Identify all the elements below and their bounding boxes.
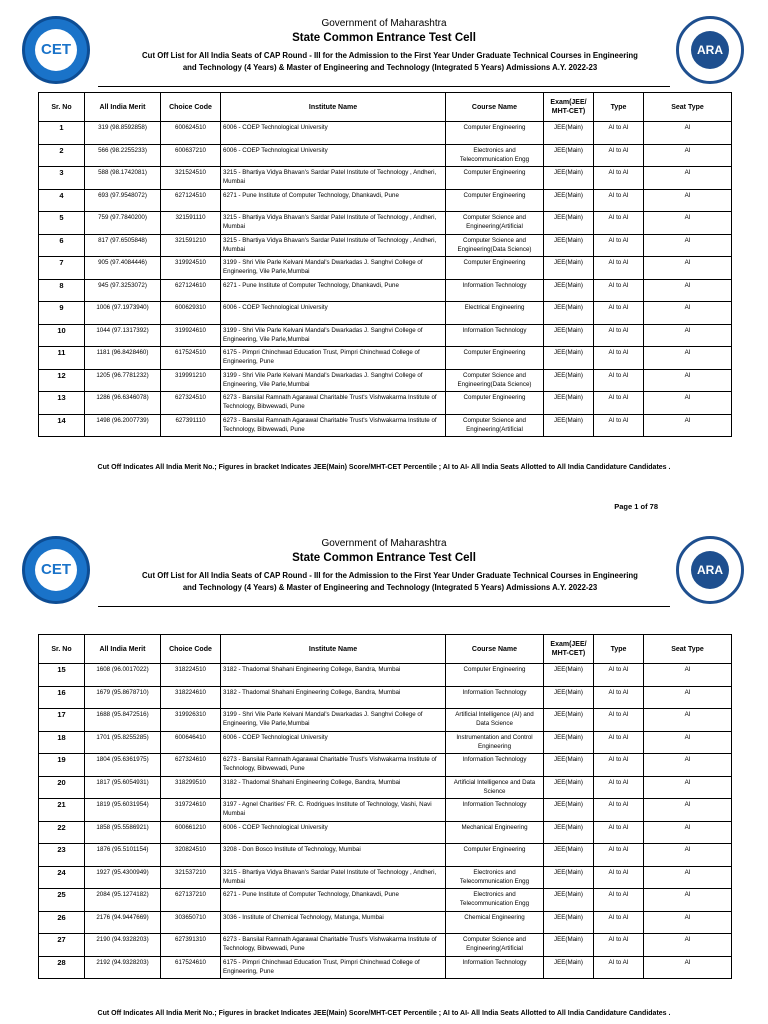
cell-seat: AI (644, 257, 732, 280)
cell-course: Artificial Intelligence (AI) and Data Science (446, 709, 544, 732)
cell-merit: 905 (97.4084446) (85, 257, 161, 280)
ara-logo: ARA (676, 536, 744, 604)
cell-exam: JEE(Main) (544, 392, 594, 415)
table-row (39, 279, 732, 302)
cell-merit: 1679 (95.8678710) (85, 686, 161, 709)
cell-exam: JEE(Main) (544, 257, 594, 280)
cell-code: 617524510 (161, 347, 221, 370)
cell-seat: AI (644, 754, 732, 777)
cell-type: AI to AI (594, 821, 644, 844)
cet-logo: CET (22, 16, 90, 84)
cell-course: Artificial Intelligence and Data Science (446, 776, 544, 799)
cell-seat: AI (644, 144, 732, 167)
footnote: Cut Off Indicates All India Merit No.; Figures in bracket Indicates JEE(Main) Score/MHT-CET Percentile ; AI to AI- All India Seats Allotted to All India Candidature Candidates . (97, 464, 671, 471)
cell-type: AI to AI (594, 889, 644, 912)
cell-exam: JEE(Main) (544, 122, 594, 145)
cell-code: 320824510 (161, 844, 221, 867)
cell-merit: 2192 (94.9328203) (85, 956, 161, 979)
government-heading: Government of Maharashtra (321, 538, 447, 549)
cell-code: 321591210 (161, 234, 221, 257)
cell-code: 627137210 (161, 889, 221, 912)
cell-seat: AI (644, 934, 732, 957)
cell-seat: AI (644, 347, 732, 370)
cell-course: Information Technology (446, 686, 544, 709)
cell-seat: AI (644, 122, 732, 145)
cell-sr: 7 (39, 257, 85, 280)
cell-inst: 6273 - Bansilal Ramnath Agarawal Charitable Trust's Vishwakarma Institute of Technology, Bibwewadi, Pune (221, 754, 446, 777)
cell-exam: JEE(Main) (544, 279, 594, 302)
column-header: Exam(JEE/ MHT-CET) (544, 93, 594, 122)
column-header: Institute Name (221, 635, 446, 664)
cell-sr: 11 (39, 347, 85, 370)
cell-merit: 2176 (94.9447669) (85, 911, 161, 934)
cell-exam: JEE(Main) (544, 956, 594, 979)
table-row (39, 686, 732, 709)
column-header: All India Merit (85, 635, 161, 664)
cell-type: AI to AI (594, 257, 644, 280)
cell-course: Information Technology (446, 799, 544, 822)
cell-seat: AI (644, 776, 732, 799)
cell-merit: 1858 (95.5586921) (85, 821, 161, 844)
table-row (39, 369, 732, 392)
cell-sr: 15 (39, 664, 85, 687)
cell-exam: JEE(Main) (544, 911, 594, 934)
cell-seat: AI (644, 189, 732, 212)
cell-sr: 23 (39, 844, 85, 867)
cell-seat: AI (644, 911, 732, 934)
cell-course: Computer Science and Engineering(Data Science) (446, 369, 544, 392)
cell-course: Computer Science and Engineering(Artificial (446, 414, 544, 437)
cell-type: AI to AI (594, 776, 644, 799)
cell-code: 600629310 (161, 302, 221, 325)
column-header: Sr. No (39, 93, 85, 122)
cell-seat: AI (644, 302, 732, 325)
cell-sr: 27 (39, 934, 85, 957)
table-row (39, 844, 732, 867)
cell-code: 321524510 (161, 167, 221, 190)
cell-type: AI to AI (594, 709, 644, 732)
cell-seat: AI (644, 414, 732, 437)
cell-course: Chemical Engineering (446, 911, 544, 934)
cell-course: Mechanical Engineering (446, 821, 544, 844)
table-row (39, 776, 732, 799)
cell-course: Computer Engineering (446, 257, 544, 280)
cell-exam: JEE(Main) (544, 414, 594, 437)
cell-course: Information Technology (446, 279, 544, 302)
cell-inst: 6273 - Bansilal Ramnath Agarawal Charitable Trust's Vishwakarma Institute of Technology, Bibwewadi, Pune (221, 934, 446, 957)
cell-type: AI to AI (594, 122, 644, 145)
cell-seat: AI (644, 821, 732, 844)
cell-sr: 28 (39, 956, 85, 979)
table-row (39, 167, 732, 190)
cell-type: AI to AI (594, 279, 644, 302)
page-title: State Common Entrance Test Cell (292, 552, 476, 564)
cell-inst: 3199 - Shri Vile Parle Kelvani Mandal's Dwarkadas J. Sanghvi College of Engineering, Vile Parle,Mumbai (221, 369, 446, 392)
cell-exam: JEE(Main) (544, 709, 594, 732)
cell-merit: 693 (97.9548072) (85, 189, 161, 212)
cell-merit: 1876 (95.5101154) (85, 844, 161, 867)
cell-merit: 1006 (97.1973940) (85, 302, 161, 325)
cell-sr: 16 (39, 686, 85, 709)
header-divider (98, 606, 670, 607)
cell-exam: JEE(Main) (544, 754, 594, 777)
table-row (39, 889, 732, 912)
cell-seat: AI (644, 212, 732, 235)
cell-code: 600646410 (161, 731, 221, 754)
cell-type: AI to AI (594, 754, 644, 777)
cell-merit: 817 (97.6505848) (85, 234, 161, 257)
cell-sr: 1 (39, 122, 85, 145)
cell-inst: 3199 - Shri Vile Parle Kelvani Mandal's Dwarkadas J. Sanghvi College of Engineering, Vile Parle,Mumbai (221, 709, 446, 732)
column-header: Seat Type (644, 93, 732, 122)
cell-seat: AI (644, 167, 732, 190)
cell-exam: JEE(Main) (544, 821, 594, 844)
page-subtitle: Cut Off List for All India Seats of CAP Round - III for the Admission to the First Year Under Graduate Technical Courses in Engineering and Technology (4 Years) & Master of Engineering and Technology (Integrated 5 Years) Admissions A.Y. 2022-23 (142, 51, 638, 72)
cell-inst: 6175 - Pimpri Chinchwad Education Trust, Pimpri Chinchwad College of Engineering, Pune (221, 347, 446, 370)
cell-exam: JEE(Main) (544, 167, 594, 190)
cell-inst: 3199 - Shri Vile Parle Kelvani Mandal's Dwarkadas J. Sanghvi College of Engineering, Vile Parle,Mumbai (221, 324, 446, 347)
cell-course: Computer Engineering (446, 189, 544, 212)
cell-merit: 2084 (95.1274182) (85, 889, 161, 912)
cell-inst: 3182 - Thadomal Shahani Engineering College, Bandra, Mumbai (221, 776, 446, 799)
cell-exam: JEE(Main) (544, 302, 594, 325)
cell-course: Computer Science and Engineering(Data Science) (446, 234, 544, 257)
column-header: Course Name (446, 93, 544, 122)
cell-type: AI to AI (594, 934, 644, 957)
cell-course: Information Technology (446, 956, 544, 979)
cell-code: 600637210 (161, 144, 221, 167)
table-row (39, 257, 732, 280)
cell-type: AI to AI (594, 911, 644, 934)
cell-code: 627391110 (161, 414, 221, 437)
cell-sr: 20 (39, 776, 85, 799)
cell-exam: JEE(Main) (544, 934, 594, 957)
cell-inst: 6273 - Bansilal Ramnath Agarawal Charitable Trust's Vishwakarma Institute of Technology, Bibwewadi, Pune (221, 392, 446, 415)
table-header-row (39, 635, 732, 664)
column-header: Sr. No (39, 635, 85, 664)
column-header: Type (594, 635, 644, 664)
cell-merit: 588 (98.1742081) (85, 167, 161, 190)
table-row (39, 392, 732, 415)
table-row (39, 302, 732, 325)
cell-course: Information Technology (446, 754, 544, 777)
column-header: Choice Code (161, 635, 221, 664)
cell-merit: 1181 (96.8428460) (85, 347, 161, 370)
table-row (39, 347, 732, 370)
cell-merit: 1688 (95.8472516) (85, 709, 161, 732)
cell-exam: JEE(Main) (544, 866, 594, 889)
cell-seat: AI (644, 844, 732, 867)
cell-inst: 6006 - COEP Technological University (221, 122, 446, 145)
cutoff-table-page-1 (38, 92, 732, 437)
cell-inst: 6006 - COEP Technological University (221, 144, 446, 167)
page-subtitle: Cut Off List for All India Seats of CAP Round - III for the Admission to the First Year Under Graduate Technical Courses in Engineering and Technology (4 Years) & Master of Engineering and Technology (Integrated 5 Years) Admissions A.Y. 2022-23 (142, 571, 638, 592)
cell-inst: 6006 - COEP Technological University (221, 731, 446, 754)
cell-sr: 6 (39, 234, 85, 257)
table-row (39, 799, 732, 822)
cell-inst: 3215 - Bhartiya Vidya Bhavan's Sardar Patel Institute of Technology , Andheri, Mumbai (221, 234, 446, 257)
cell-type: AI to AI (594, 369, 644, 392)
table-row (39, 122, 732, 145)
cell-exam: JEE(Main) (544, 347, 594, 370)
cell-sr: 12 (39, 369, 85, 392)
cell-exam: JEE(Main) (544, 889, 594, 912)
cell-code: 627391310 (161, 934, 221, 957)
cell-course: Electronics and Telecommunication Engg (446, 144, 544, 167)
cell-code: 617524610 (161, 956, 221, 979)
table-row (39, 189, 732, 212)
column-header: Seat Type (644, 635, 732, 664)
cell-code: 321537210 (161, 866, 221, 889)
cell-merit: 1044 (97.1317392) (85, 324, 161, 347)
cell-sr: 5 (39, 212, 85, 235)
cell-type: AI to AI (594, 414, 644, 437)
cell-seat: AI (644, 234, 732, 257)
cell-code: 303650710 (161, 911, 221, 934)
cell-sr: 13 (39, 392, 85, 415)
cell-inst: 6271 - Pune Institute of Computer Technology, Dhankavdi, Pune (221, 189, 446, 212)
table-header-row (39, 93, 732, 122)
cell-course: Electronics and Telecommunication Engg (446, 866, 544, 889)
cell-sr: 9 (39, 302, 85, 325)
cell-sr: 25 (39, 889, 85, 912)
cell-exam: JEE(Main) (544, 686, 594, 709)
cell-code: 318224610 (161, 686, 221, 709)
cell-course: Computer Engineering (446, 347, 544, 370)
cell-sr: 17 (39, 709, 85, 732)
cell-sr: 2 (39, 144, 85, 167)
cell-type: AI to AI (594, 234, 644, 257)
table-row (39, 731, 732, 754)
cell-seat: AI (644, 889, 732, 912)
ara-logo: ARA (676, 16, 744, 84)
table-row (39, 821, 732, 844)
cell-sr: 4 (39, 189, 85, 212)
cell-type: AI to AI (594, 347, 644, 370)
cell-sr: 24 (39, 866, 85, 889)
cell-sr: 22 (39, 821, 85, 844)
cell-code: 627324510 (161, 392, 221, 415)
cell-inst: 6006 - COEP Technological University (221, 821, 446, 844)
cell-sr: 3 (39, 167, 85, 190)
cell-inst: 3208 - Don Bosco Institute of Technology, Mumbai (221, 844, 446, 867)
cell-type: AI to AI (594, 731, 644, 754)
cell-code: 318224510 (161, 664, 221, 687)
cell-merit: 759 (97.7840200) (85, 212, 161, 235)
cell-seat: AI (644, 709, 732, 732)
table-row (39, 212, 732, 235)
table-row (39, 956, 732, 979)
table-row (39, 934, 732, 957)
cell-exam: JEE(Main) (544, 369, 594, 392)
cell-course: Computer Engineering (446, 664, 544, 687)
cell-course: Electrical Engineering (446, 302, 544, 325)
cell-exam: JEE(Main) (544, 776, 594, 799)
cell-sr: 18 (39, 731, 85, 754)
cell-seat: AI (644, 324, 732, 347)
column-header: Course Name (446, 635, 544, 664)
cell-type: AI to AI (594, 956, 644, 979)
column-header: Institute Name (221, 93, 446, 122)
cell-type: AI to AI (594, 664, 644, 687)
cell-merit: 319 (98.8592858) (85, 122, 161, 145)
cell-course: Computer Engineering (446, 167, 544, 190)
cell-code: 600661210 (161, 821, 221, 844)
cell-merit: 1701 (95.8255285) (85, 731, 161, 754)
table-row (39, 144, 732, 167)
cell-seat: AI (644, 866, 732, 889)
cell-type: AI to AI (594, 392, 644, 415)
cell-type: AI to AI (594, 799, 644, 822)
cell-code: 319724610 (161, 799, 221, 822)
cell-sr: 19 (39, 754, 85, 777)
cell-inst: 6271 - Pune Institute of Computer Technology, Dhankavdi, Pune (221, 279, 446, 302)
cell-course: Computer Engineering (446, 122, 544, 145)
cell-code: 321591110 (161, 212, 221, 235)
header-divider (98, 86, 670, 87)
cell-exam: JEE(Main) (544, 731, 594, 754)
cell-exam: JEE(Main) (544, 324, 594, 347)
cell-code: 627124510 (161, 189, 221, 212)
cell-course: Computer Science and Engineering(Artificial (446, 934, 544, 957)
cell-course: Information Technology (446, 324, 544, 347)
cell-sr: 26 (39, 911, 85, 934)
cell-course: Electronics and Telecommunication Engg (446, 889, 544, 912)
cell-merit: 566 (98.2255233) (85, 144, 161, 167)
cell-type: AI to AI (594, 686, 644, 709)
cell-inst: 3215 - Bhartiya Vidya Bhavan's Sardar Patel Institute of Technology , Andheri, Mumbai (221, 212, 446, 235)
cell-code: 319924510 (161, 257, 221, 280)
cell-sr: 14 (39, 414, 85, 437)
cell-code: 319924610 (161, 324, 221, 347)
cell-code: 627124610 (161, 279, 221, 302)
table-row (39, 709, 732, 732)
table-row (39, 866, 732, 889)
cell-exam: JEE(Main) (544, 844, 594, 867)
cell-sr: 8 (39, 279, 85, 302)
cell-inst: 3215 - Bhartiya Vidya Bhavan's Sardar Patel Institute of Technology , Andheri, Mumbai (221, 866, 446, 889)
cell-merit: 1205 (96.7781232) (85, 369, 161, 392)
cell-course: Computer Engineering (446, 844, 544, 867)
table-row (39, 324, 732, 347)
cell-inst: 6006 - COEP Technological University (221, 302, 446, 325)
column-header: Exam(JEE/ MHT-CET) (544, 635, 594, 664)
table-row (39, 414, 732, 437)
government-heading: Government of Maharashtra (321, 18, 447, 29)
cell-sr: 10 (39, 324, 85, 347)
cell-course: Computer Science and Engineering(Artificial (446, 212, 544, 235)
cell-exam: JEE(Main) (544, 189, 594, 212)
cell-merit: 1819 (95.6031954) (85, 799, 161, 822)
cell-inst: 6175 - Pimpri Chinchwad Education Trust, Pimpri Chinchwad College of Engineering, Pune (221, 956, 446, 979)
cell-inst: 3182 - Thadomal Shahani Engineering College, Bandra, Mumbai (221, 664, 446, 687)
cell-seat: AI (644, 956, 732, 979)
cell-inst: 3215 - Bhartiya Vidya Bhavan's Sardar Patel Institute of Technology , Andheri, Mumbai (221, 167, 446, 190)
cell-inst: 3197 - Agnel Charities' FR. C. Rodrigues Institute of Technology, Vashi, Navi Mumbai (221, 799, 446, 822)
cell-code: 319991210 (161, 369, 221, 392)
page-number: Page 1 of 78 (614, 502, 658, 511)
cell-merit: 1927 (95.4300949) (85, 866, 161, 889)
cell-type: AI to AI (594, 324, 644, 347)
cell-inst: 3036 - Institute of Chemical Technology, Matunga, Mumbai (221, 911, 446, 934)
cell-type: AI to AI (594, 844, 644, 867)
table-row (39, 234, 732, 257)
footnote: Cut Off Indicates All India Merit No.; Figures in bracket Indicates JEE(Main) Score/MHT-CET Percentile ; AI to AI- All India Seats Allotted to All India Candidature Candidates . (97, 1010, 671, 1017)
column-header: Choice Code (161, 93, 221, 122)
cell-course: Computer Engineering (446, 392, 544, 415)
cell-exam: JEE(Main) (544, 212, 594, 235)
cell-type: AI to AI (594, 212, 644, 235)
cell-type: AI to AI (594, 866, 644, 889)
cell-merit: 1608 (96.0017022) (85, 664, 161, 687)
table-row (39, 664, 732, 687)
cell-exam: JEE(Main) (544, 234, 594, 257)
cell-inst: 3199 - Shri Vile Parle Kelvani Mandal's Dwarkadas J. Sanghvi College of Engineering, Vile Parle,Mumbai (221, 257, 446, 280)
column-header: Type (594, 93, 644, 122)
cell-sr: 21 (39, 799, 85, 822)
cell-merit: 1804 (95.6361975) (85, 754, 161, 777)
cell-type: AI to AI (594, 302, 644, 325)
cell-exam: JEE(Main) (544, 799, 594, 822)
cell-seat: AI (644, 731, 732, 754)
cell-seat: AI (644, 664, 732, 687)
cell-merit: 2190 (94.9328203) (85, 934, 161, 957)
cet-logo: CET (22, 536, 90, 604)
page-title: State Common Entrance Test Cell (292, 32, 476, 44)
table-row (39, 754, 732, 777)
cutoff-table-page-2 (38, 634, 732, 979)
cell-seat: AI (644, 799, 732, 822)
column-header: All India Merit (85, 93, 161, 122)
table-row (39, 911, 732, 934)
cell-type: AI to AI (594, 189, 644, 212)
cell-seat: AI (644, 369, 732, 392)
cell-code: 627324610 (161, 754, 221, 777)
cell-exam: JEE(Main) (544, 144, 594, 167)
cell-code: 318299510 (161, 776, 221, 799)
cell-merit: 1817 (95.6054931) (85, 776, 161, 799)
cell-seat: AI (644, 392, 732, 415)
cell-seat: AI (644, 686, 732, 709)
cell-code: 319926310 (161, 709, 221, 732)
cell-exam: JEE(Main) (544, 664, 594, 687)
cell-type: AI to AI (594, 144, 644, 167)
cell-seat: AI (644, 279, 732, 302)
cell-merit: 945 (97.3253072) (85, 279, 161, 302)
cell-merit: 1286 (96.6346078) (85, 392, 161, 415)
cell-code: 600624510 (161, 122, 221, 145)
cell-course: Instrumentation and Control Engineering (446, 731, 544, 754)
cell-inst: 3182 - Thadomal Shahani Engineering College, Bandra, Mumbai (221, 686, 446, 709)
cell-inst: 6271 - Pune Institute of Computer Technology, Dhankavdi, Pune (221, 889, 446, 912)
cell-inst: 6273 - Bansilal Ramnath Agarawal Charitable Trust's Vishwakarma Institute of Technology, Bibwewadi, Pune (221, 414, 446, 437)
cell-merit: 1498 (96.2007739) (85, 414, 161, 437)
cell-type: AI to AI (594, 167, 644, 190)
